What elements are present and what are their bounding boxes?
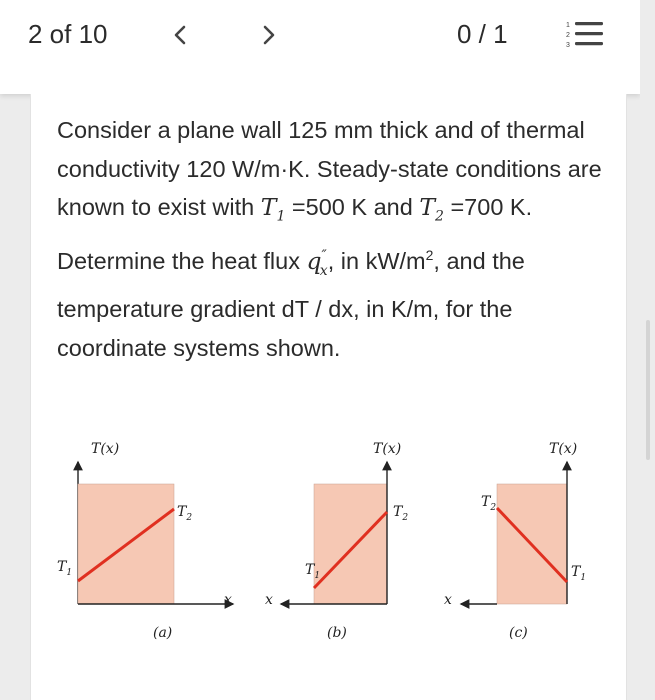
panel-b-wall <box>314 484 387 604</box>
panel-b-t2-label: $T_2$ <box>393 504 409 523</box>
question-list-button[interactable] <box>564 18 606 52</box>
previous-question-button[interactable] <box>168 22 192 48</box>
panel-b-axis-label: T(x) <box>373 441 402 457</box>
panel-b-caption: (b) <box>327 625 347 641</box>
panel-a-x-label: x <box>224 592 232 608</box>
panel-c-x-label: x <box>444 592 452 608</box>
panel-a-t2-label: $T_2$ <box>177 504 193 523</box>
panel-b-t1-label: $T_1$ <box>305 562 321 581</box>
top-toolbar <box>0 0 640 94</box>
page-counter: 2 of 10 <box>28 19 108 49</box>
panel-c-t2-label: $T_2$ <box>481 494 497 513</box>
scrollbar-thumb[interactable] <box>646 320 650 460</box>
score-display: 0 / 1 <box>457 19 508 49</box>
panel-c <box>444 441 586 641</box>
svg-text:1: 1 <box>566 22 570 29</box>
numbered-list-icon <box>564 18 606 52</box>
svg-text:2: 2 <box>566 32 570 39</box>
question-text: Consider a plane wall 125 mm thick and of thermal conductivity 120 W/m·K. Steady-state conditions are known to exist with $T_1 =500$ K and $T_2 =700$ K. Determine the heat flux $q''_x$, in $kW/m^2$, and the temperature gradient dT / dx, in K/m, for the coordinate systems shown. <box>57 117 602 361</box>
panel-b <box>265 441 408 641</box>
next-question-button[interactable] <box>257 22 281 48</box>
svg-text:3: 3 <box>566 42 570 49</box>
panel-c-t1-label: $T_1$ <box>571 564 587 583</box>
panel-a-axis-label: T(x) <box>91 441 120 457</box>
panel-b-x-label: x <box>265 592 273 608</box>
panel-a-caption: (a) <box>153 625 173 641</box>
panel-c-axis-label: T(x) <box>549 441 578 457</box>
panel-c-caption: (c) <box>509 625 528 641</box>
panel-a <box>57 441 233 641</box>
question-card <box>30 94 627 700</box>
wall-diagram-figure <box>31 424 626 700</box>
chevron-left-icon <box>168 22 192 48</box>
chevron-right-icon <box>257 22 281 48</box>
panel-a-t1-label: $T_1$ <box>57 559 73 578</box>
